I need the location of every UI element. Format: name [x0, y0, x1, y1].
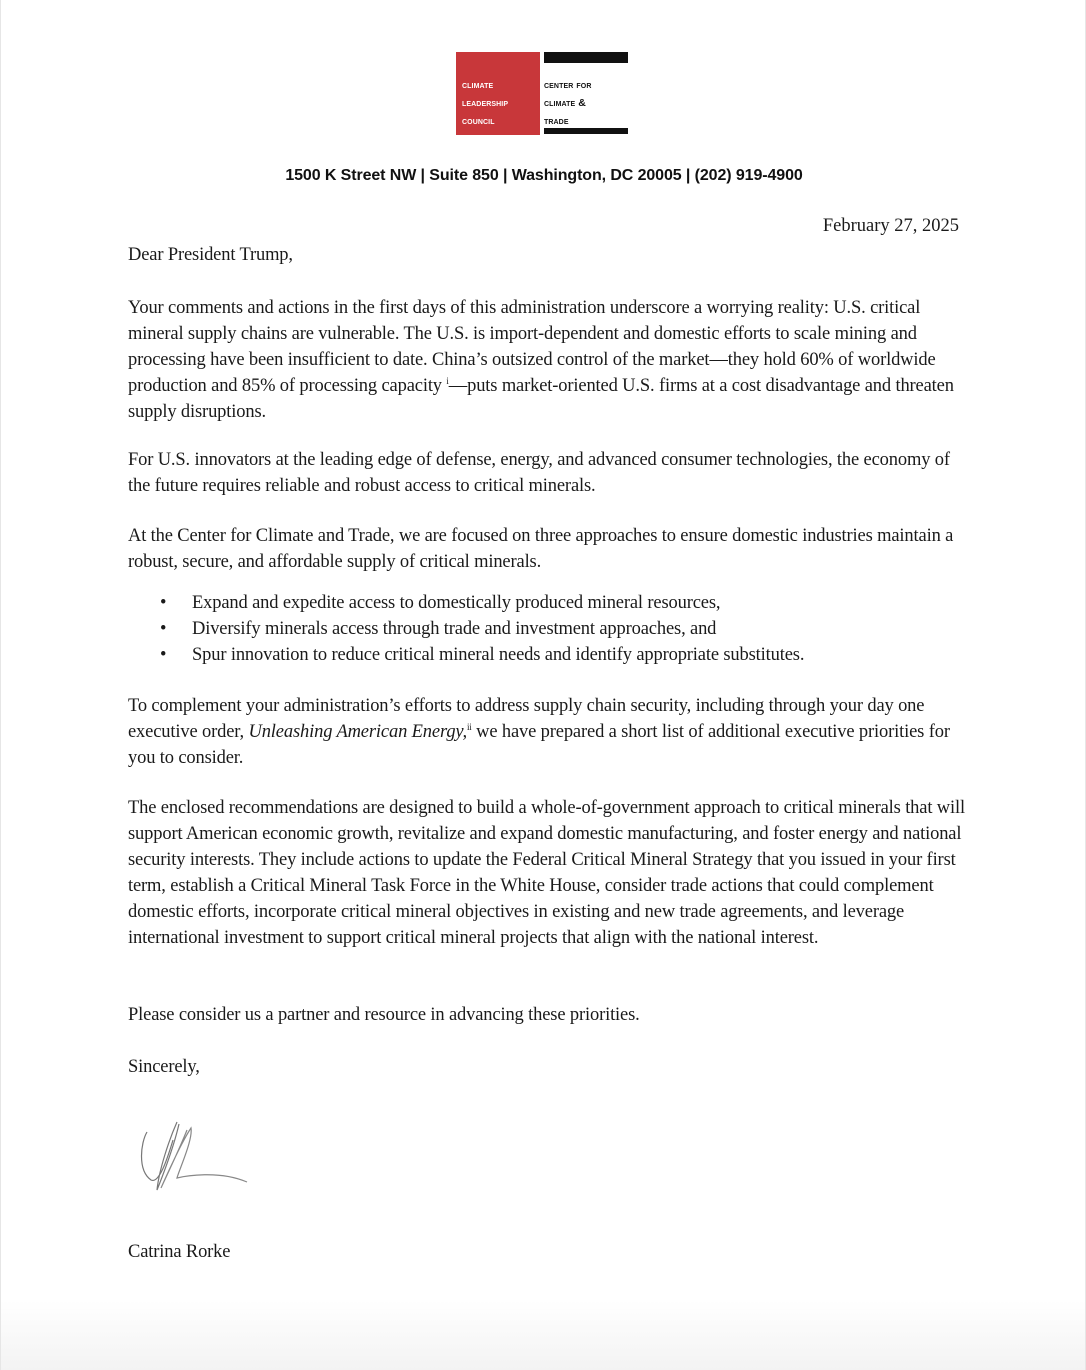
executive-order-title: Unleashing American Energy,	[248, 722, 467, 742]
logo-left-line: leadership	[462, 97, 509, 109]
list-item-text: Spur innovation to reduce critical mineral needs and identify appropriate substitutes.	[192, 645, 805, 665]
signature-image	[139, 1120, 254, 1200]
bullet-icon: •	[160, 619, 167, 639]
logo-top-bar	[544, 52, 628, 63]
center-for-climate-trade-logo	[544, 52, 630, 135]
bullet-icon: •	[160, 593, 167, 613]
climate-leadership-council-logo	[456, 52, 540, 135]
list-item-text: Diversify minerals access through trade and investment approaches, and	[192, 619, 717, 639]
logo-left-line: council	[462, 115, 495, 127]
organization-logo	[456, 52, 630, 135]
paragraph-5: The enclosed recommendations are designed to build a whole-of-government approach to critical minerals that will support American economic growth, revitalize and expand domestic manufacturing, and foster energy and national security interests. They include actions to update the Federal Critical Mineral Strategy that you issued in your first term, establish a Critical Mineral Task Force in the White House, consider trade actions that could complement domestic efforts, incorporate critical mineral objectives in existing and new trade agreements, and leverage international investment to support critical mineral projects that align with the national interest.	[128, 798, 965, 948]
salutation: Dear President Trump,	[128, 245, 293, 265]
letterhead-address: 1500 K Street NW | Suite 850 | Washington, DC 20005 | (202) 919-4900	[285, 167, 803, 184]
paragraph-1-text-cont: —puts market-oriented U.S. firms at a cost disadvantage and threaten supply disruptions.	[128, 376, 954, 422]
logo-bottom-bar	[544, 128, 628, 134]
logo-right-line: climate &	[544, 97, 586, 109]
page-bottom-shadow	[1, 1300, 1085, 1370]
list-item	[128, 642, 968, 668]
paragraph-6: Please consider us a partner and resource in advancing these priorities.	[128, 1005, 640, 1025]
bullet-icon: •	[160, 645, 167, 665]
closing: Sincerely,	[128, 1057, 200, 1077]
paragraph-3: At the Center for Climate and Trade, we are focused on three approaches to ensure domestic industries maintain a robust, secure, and affordable supply of critical minerals.	[128, 526, 954, 572]
list-item	[128, 590, 968, 616]
logo-left-line: climate	[462, 79, 494, 91]
paragraph-4-text-cont: we have prepared a short list of additional executive priorities for you to consider.	[128, 722, 950, 768]
footnote-marker[interactable]: i	[446, 375, 449, 386]
list-item-text: Expand and expedite access to domestically produced mineral resources,	[192, 593, 721, 613]
logo-right-line: center for	[544, 79, 592, 91]
approaches-list	[128, 590, 968, 668]
paragraph-4-text: To complement your administration’s efforts to address supply chain security, including through your day one executive order,	[128, 696, 925, 742]
paragraph-2: For U.S. innovators at the leading edge of defense, energy, and advanced consumer technologies, the economy of the future requires reliable and robust access to critical minerals.	[128, 450, 950, 496]
logo-right-line: trade	[544, 115, 569, 127]
paragraph-1	[128, 295, 968, 425]
list-item	[128, 616, 968, 642]
paragraph-4	[128, 693, 968, 771]
footnote-marker[interactable]: ii	[466, 721, 472, 732]
paragraph-1-text: Your comments and actions in the first days of this administration underscore a worrying reality: U.S. critical mineral supply chains are vulnerable. The U.S. is import-dependent and domestic efforts to scale mining and processing have been insufficient to date. China’s outsized control of the market—they hold 60% of worldwide production and 85% of processing capacity	[128, 298, 936, 396]
letter-date: February 27, 2025	[822, 216, 959, 236]
signatory-name: Catrina Rorke	[128, 1242, 231, 1262]
